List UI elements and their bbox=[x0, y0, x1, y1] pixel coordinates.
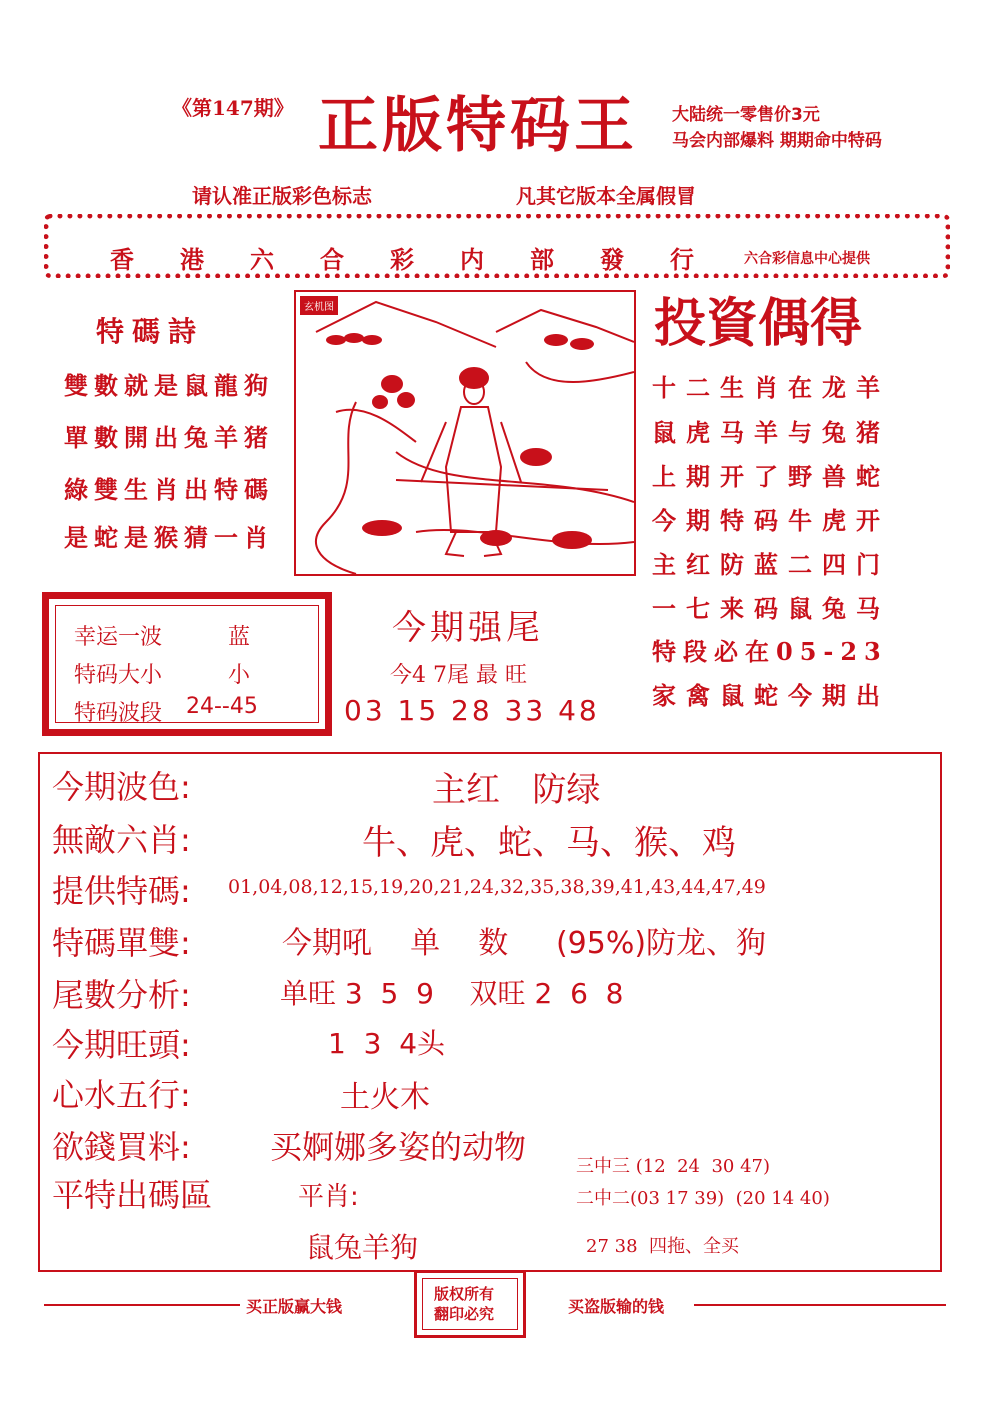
poem-line: 單數開出兔羊猪 bbox=[64, 423, 274, 452]
hunter-illustration bbox=[296, 292, 634, 574]
banner-provider: 六合彩信息中心提供 bbox=[744, 251, 870, 267]
invest-line: 十二生肖在龙羊 bbox=[652, 373, 890, 402]
lucky-wave-label: 幸运一波 bbox=[74, 625, 163, 650]
size-label: 特码大小 bbox=[74, 663, 163, 688]
notice-left: 请认准正版彩色标志 bbox=[192, 184, 372, 208]
element-label: 心水五行: bbox=[52, 1076, 191, 1114]
poem-line: 是蛇是猴猜一肖 bbox=[64, 523, 274, 552]
wave-value: 主红 防绿 bbox=[432, 770, 601, 810]
banner-title bbox=[110, 240, 694, 275]
poem-line: 雙數就是鼠龍狗 bbox=[64, 371, 274, 400]
riddle-value: 买婀娜多姿的动物 bbox=[270, 1128, 527, 1166]
footer-right-text: 买盗版输的钱 bbox=[568, 1297, 665, 1316]
strong-tail-numbers: 03 15 28 33 48 bbox=[344, 694, 600, 727]
invest-line: 特段必在05-23 bbox=[652, 637, 888, 666]
special-value: 01,04,08,12,15,19,20,21,24,32,35,38,39,41,43,44,47,49 bbox=[228, 876, 766, 898]
invest-title: 投資偶得 bbox=[654, 293, 863, 354]
special-label: 提供特碼: bbox=[52, 872, 191, 910]
illustration-stamp: 玄机图 bbox=[300, 296, 338, 315]
footer-divider-left bbox=[44, 1304, 240, 1306]
combo-extra: 27 38 四拖、全买 bbox=[586, 1236, 739, 1257]
zodiac-label: 無敵六肖: bbox=[52, 821, 191, 859]
invest-line: 主红防蓝二四门 bbox=[652, 550, 890, 579]
banner-char: 合 bbox=[320, 245, 344, 274]
banner-char: 發 bbox=[600, 245, 624, 274]
wave-label: 今期波色: bbox=[52, 768, 191, 806]
banner-char: 六 bbox=[250, 245, 274, 274]
combo-two: 二中二(03 17 39) (20 14 40) bbox=[576, 1188, 830, 1209]
flat-label: 平特出碼區 bbox=[52, 1176, 213, 1214]
stamp-line-2: 翻印必究 bbox=[434, 1305, 495, 1323]
combo-three: 三中三 (12 24 30 47) bbox=[576, 1156, 770, 1177]
invest-line: 今期特码牛虎开 bbox=[652, 506, 890, 535]
illustration-frame bbox=[294, 290, 636, 576]
element-value: 土火木 bbox=[340, 1080, 430, 1115]
head-value: 1 3 4头 bbox=[328, 1027, 446, 1060]
banner-char: 部 bbox=[530, 245, 554, 274]
flat-sub-label: 平肖: bbox=[298, 1182, 359, 1212]
zodiac-value: 牛、虎、蛇、马、猴、鸡 bbox=[362, 823, 736, 863]
flat-animals: 鼠兔羊狗 bbox=[306, 1231, 419, 1264]
strong-tail-title: 今期强尾 bbox=[392, 608, 544, 648]
segment-label: 特码波段 bbox=[74, 701, 163, 726]
invest-line: 一七来码鼠兔马 bbox=[652, 594, 890, 623]
invest-line: 家禽鼠蛇今期出 bbox=[652, 681, 890, 710]
banner-char: 港 bbox=[180, 245, 204, 274]
banner-char: 彩 bbox=[390, 245, 414, 274]
size-value: 小 bbox=[228, 663, 251, 688]
page-title: 正版特码王 bbox=[318, 91, 638, 161]
poem-title: 特碼詩 bbox=[96, 315, 205, 348]
invest-line: 上期开了野兽蛇 bbox=[652, 462, 890, 491]
poem-line: 綠雙生肖出特碼 bbox=[64, 475, 274, 504]
strong-tail-subtitle: 今4 7尾 最 旺 bbox=[390, 663, 527, 688]
invest-line: 鼠虎马羊与兔猪 bbox=[652, 418, 890, 447]
tail-label: 尾數分析: bbox=[52, 976, 191, 1014]
tail-value: 单旺 3 5 9 双旺 2 6 8 bbox=[280, 977, 624, 1010]
banner-char: 香 bbox=[110, 245, 134, 274]
riddle-label: 欲錢買料: bbox=[52, 1128, 191, 1166]
notice-right: 凡其它版本全属假冒 bbox=[516, 184, 696, 208]
stamp-line-1: 版权所有 bbox=[434, 1285, 495, 1303]
tagline-text: 马会内部爆料 期期命中特码 bbox=[672, 131, 882, 151]
footer-divider-right bbox=[694, 1304, 946, 1306]
segment-value: 24--45 bbox=[186, 694, 258, 719]
lucky-wave-value: 蓝 bbox=[228, 625, 251, 650]
oddeven-label: 特碼單雙: bbox=[52, 924, 191, 962]
issue-number: 《第147期》 bbox=[172, 96, 294, 120]
price-text: 大陆统一零售价3元 bbox=[672, 105, 820, 125]
banner-char: 内 bbox=[460, 245, 484, 274]
head-label: 今期旺頭: bbox=[52, 1026, 191, 1064]
footer-left-text: 买正版赢大钱 bbox=[246, 1297, 343, 1316]
banner-char: 行 bbox=[670, 245, 694, 274]
oddeven-value: 今期吼 单 数 (95%)防龙、狗 bbox=[282, 926, 767, 961]
